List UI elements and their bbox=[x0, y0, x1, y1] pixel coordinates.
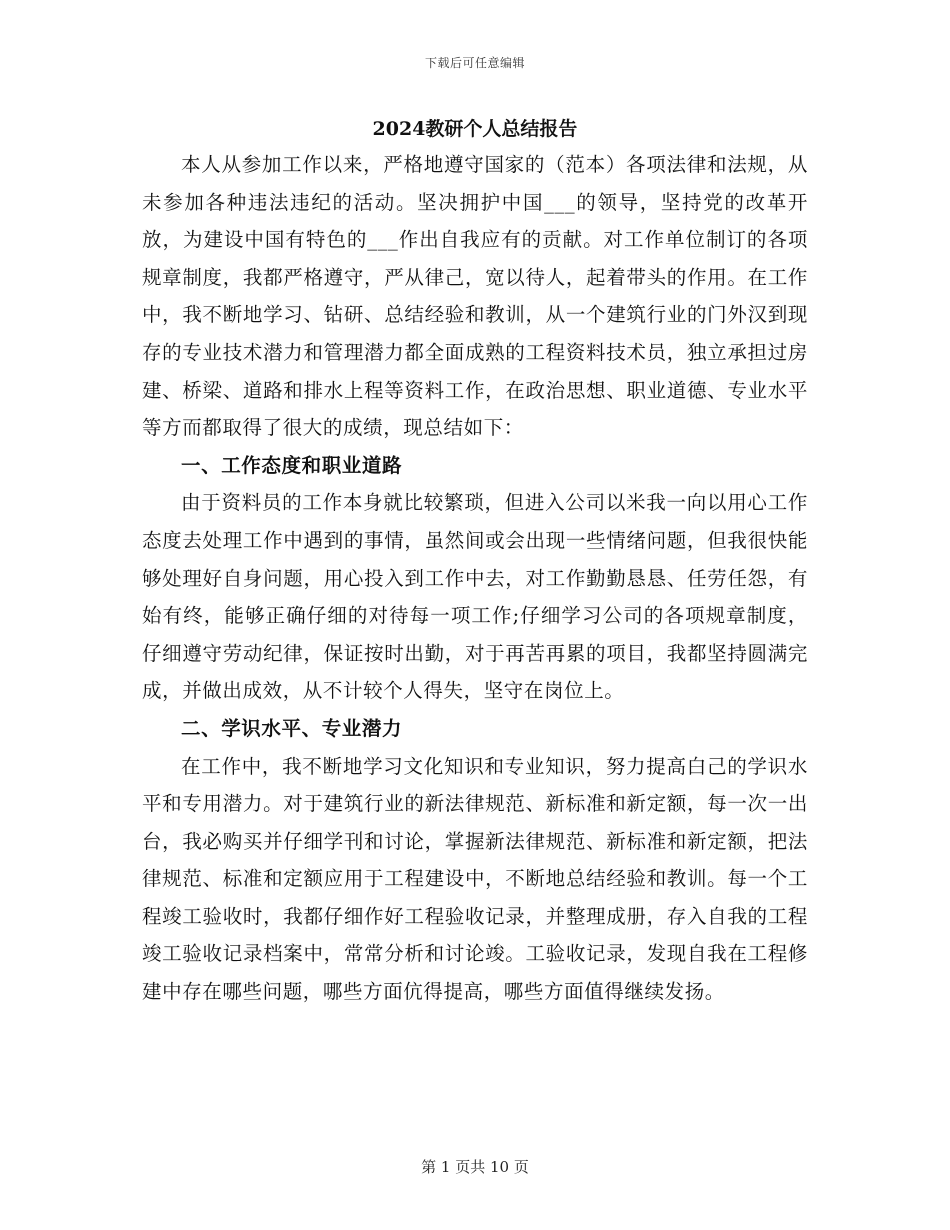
section-body-knowledge-level: 在工作中，我不断地学习文化知识和专业知识，努力提高白己的学识水平和专用潜力。对于建筑行业的新法律规范、新标准和新定额，每一次一出台，我必购买并仔细学刊和讨论，掌握新法律规范、新标准和新定额，把法律规范、标准和定额应用于工程建设中，不断地总结经验和教训。每一个工程竣工验收时，我都仔细作好工程验收记录，并整理成册，存入自我的工程竣工验收记录档案中，常常分析和讨论竣。工验收记录，发现自我在工程修建中存在哪些问题，哪些方面伉得提高，哪些方面值得继续发扬。 bbox=[142, 754, 808, 1004]
header-note: 下载后可任意编辑 bbox=[424, 56, 525, 70]
section-heading-work-attitude: 一、工作态度和职业道路 bbox=[181, 453, 403, 477]
document-title: 2024教研个人总结报告 bbox=[372, 118, 578, 140]
section-heading-knowledge-level: 二、学识水平、专业潜力 bbox=[181, 716, 403, 740]
section-body-work-attitude: 由于资料员的工作本身就比较繁琐，但进入公司以米我一向以用心工作态度去处理工作中遇到的事情，虽然间或会出现一些情绪问题，但我很快能够处理好自身问题，用心投入到工作中去，对工作勤勤恳恳、任劳任怨，有始有终，能够正确仔细的对待每一项工作;仔细学习公司的各项规章制度，仔细遵守劳动纪律，保证按时出勤，对于再苦再累的项目，我都坚持圆满完成，并做出成效，从不计较个人得失，坚守在岗位上。 bbox=[142, 491, 808, 703]
document-body bbox=[142, 146, 808, 1011]
page-footer: 第 1 页共 10 页 bbox=[421, 1158, 529, 1176]
intro-paragraph: 本人从参加工作以来，严格地遵守国家的（范本）各项法律和法规，从未参加各种违法违纪的活动。坚决拥护中国___的领导，坚持党的改革开放，为建设中国有特色的___作出自我应有的贡献。对工作单位制订的各项规章制度，我都严格遵守，严从律己，宽以待人，起着带头的作用。在工作中，我不断地学习、钻研、总结经验和教训，从一个建筑行业的门外汉到现存的专业技术潜力和管理潜力都全面成熟的工程资料技术员，独立承担过房建、桥梁、道路和排水上程等资料工作，在政治思想、职业道德、专业水平等方而都取得了很大的成绩，现总结如下： bbox=[142, 153, 808, 440]
